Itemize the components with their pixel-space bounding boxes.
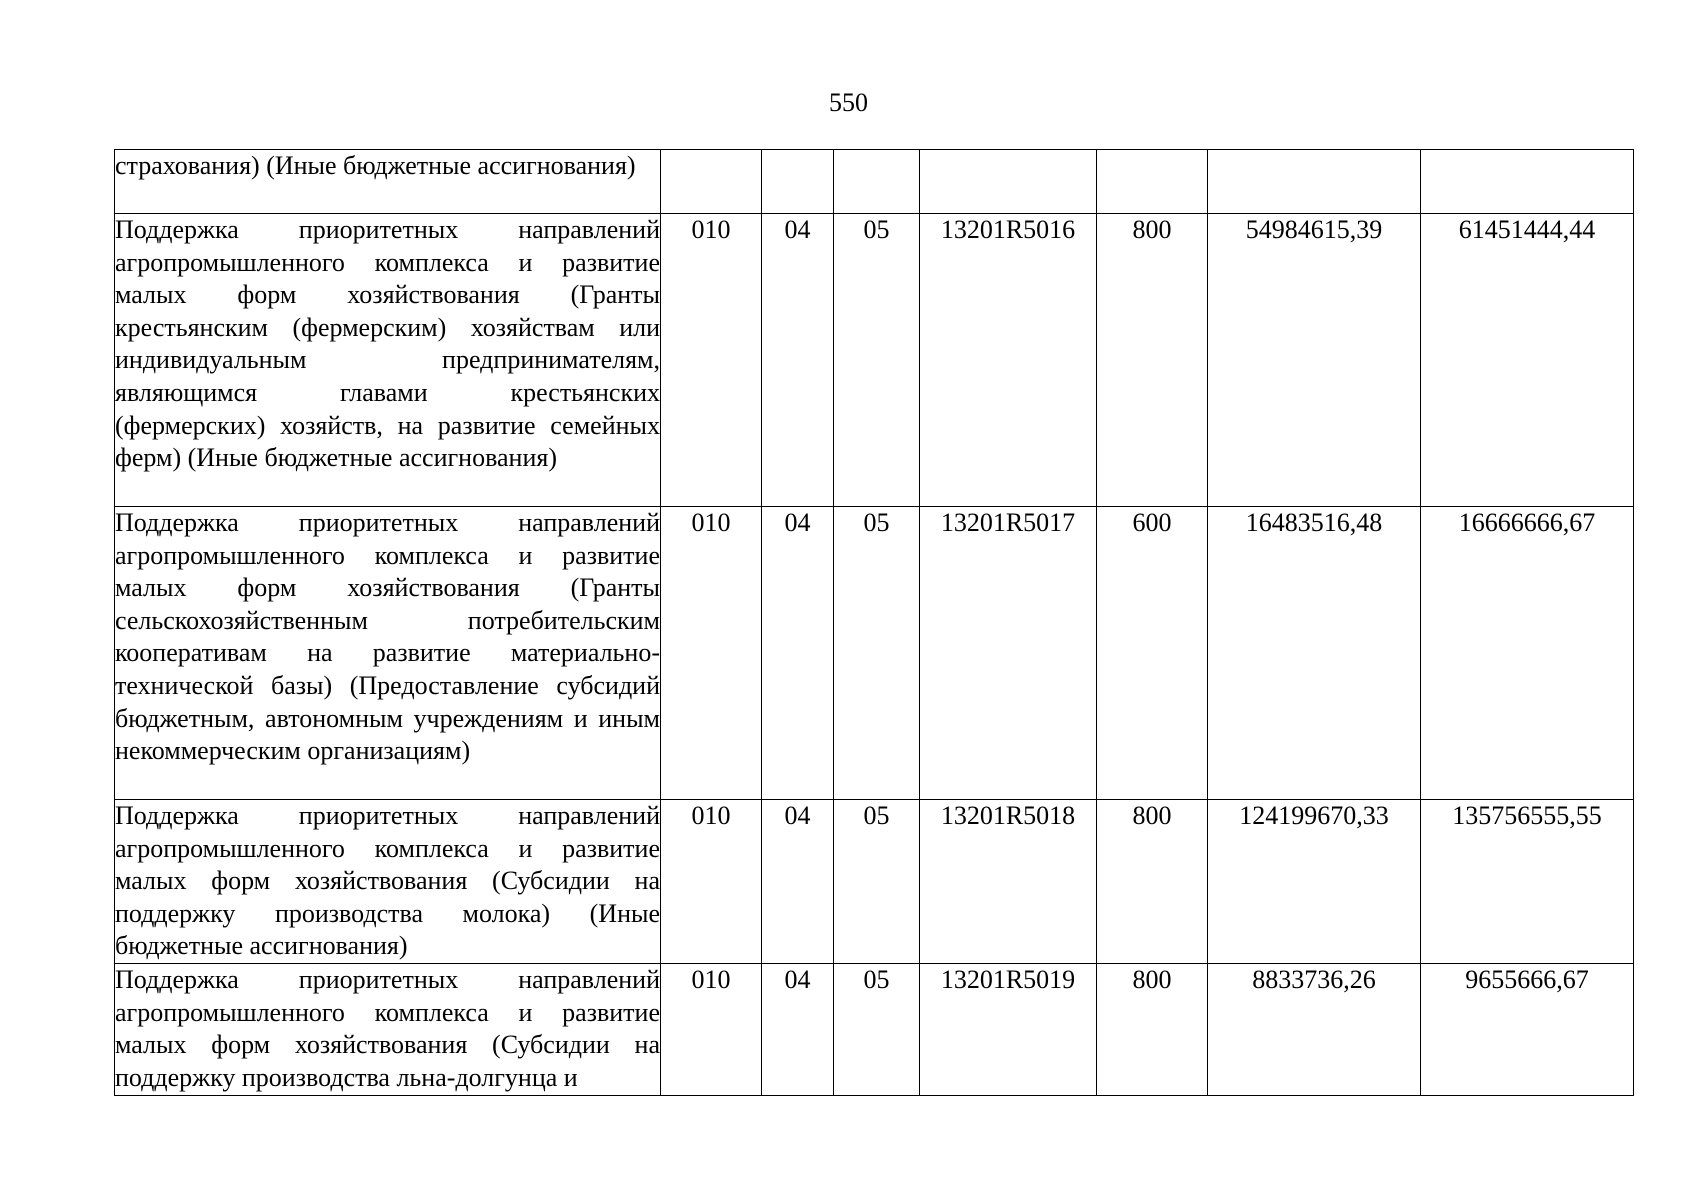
row-description: Поддержка приоритетных направлений агропромышленного комплекса и развитие малых форм хозяйствования (Субсидии на поддержку производства молока) (Иные бюджетные ассигнования) xyxy=(115,800,661,964)
amount-year-1: 16483516,48 xyxy=(1208,507,1421,800)
subsection-code: 05 xyxy=(834,507,920,800)
subsection-code: 05 xyxy=(834,800,920,964)
table-row xyxy=(115,214,1634,507)
row-description: Поддержка приоритетных направлений агропромышленного комплекса и развитие малых форм хозяйствования (Субсидии на поддержку производства льна-долгунца и xyxy=(115,963,661,1095)
expense-type-code: 800 xyxy=(1097,214,1208,507)
row-description: страхования) (Иные бюджетные ассигнования) xyxy=(115,150,661,214)
subsection-code: 05 xyxy=(834,214,920,507)
table-row xyxy=(115,800,1634,964)
page-number: 550 xyxy=(829,88,868,117)
table-row xyxy=(115,150,1634,214)
target-article-code: 13201R5017 xyxy=(920,507,1097,800)
section-code: 04 xyxy=(762,507,834,800)
amount-year-1: 124199670,33 xyxy=(1208,800,1421,964)
expense-type-code: 600 xyxy=(1097,507,1208,800)
target-article-code: 13201R5016 xyxy=(920,214,1097,507)
ministry-code xyxy=(661,150,762,214)
ministry-code: 010 xyxy=(661,214,762,507)
table-row xyxy=(115,963,1634,1095)
amount-year-1: 54984615,39 xyxy=(1208,214,1421,507)
expense-type-code: 800 xyxy=(1097,963,1208,1095)
expense-type-code xyxy=(1097,150,1208,214)
ministry-code: 010 xyxy=(661,507,762,800)
target-article-code: 13201R5018 xyxy=(920,800,1097,964)
subsection-code xyxy=(834,150,920,214)
target-article-code: 13201R5019 xyxy=(920,963,1097,1095)
target-article-code xyxy=(920,150,1097,214)
section-code: 04 xyxy=(762,214,834,507)
expense-type-code: 800 xyxy=(1097,800,1208,964)
amount-year-2: 61451444,44 xyxy=(1421,214,1634,507)
table-row xyxy=(115,507,1634,800)
section-code xyxy=(762,150,834,214)
budget-table xyxy=(114,149,1634,1096)
amount-year-2 xyxy=(1421,150,1634,214)
section-code: 04 xyxy=(762,800,834,964)
subsection-code: 05 xyxy=(834,963,920,1095)
amount-year-2: 135756555,55 xyxy=(1421,800,1634,964)
row-description: Поддержка приоритетных направлений агропромышленного комплекса и развитие малых форм хозяйствования (Гранты сельскохозяйственным потребительским кооперативам на развитие материально-технической базы) (Предоставление субсидий бюджетным, автономным учреждениям и иным некоммерческим организациям) xyxy=(115,507,661,800)
amount-year-1 xyxy=(1208,150,1421,214)
amount-year-2: 9655666,67 xyxy=(1421,963,1634,1095)
ministry-code: 010 xyxy=(661,800,762,964)
amount-year-1: 8833736,26 xyxy=(1208,963,1421,1095)
amount-year-2: 16666666,67 xyxy=(1421,507,1634,800)
ministry-code: 010 xyxy=(661,963,762,1095)
section-code: 04 xyxy=(762,963,834,1095)
row-description: Поддержка приоритетных направлений агропромышленного комплекса и развитие малых форм хозяйствования (Гранты крестьянским (фермерским) хозяйствам или индивидуальным предпринимателям, являющимся главами крестьянских (фермерских) хозяйств, на развитие семейных ферм) (Иные бюджетные ассигнования) xyxy=(115,214,661,507)
